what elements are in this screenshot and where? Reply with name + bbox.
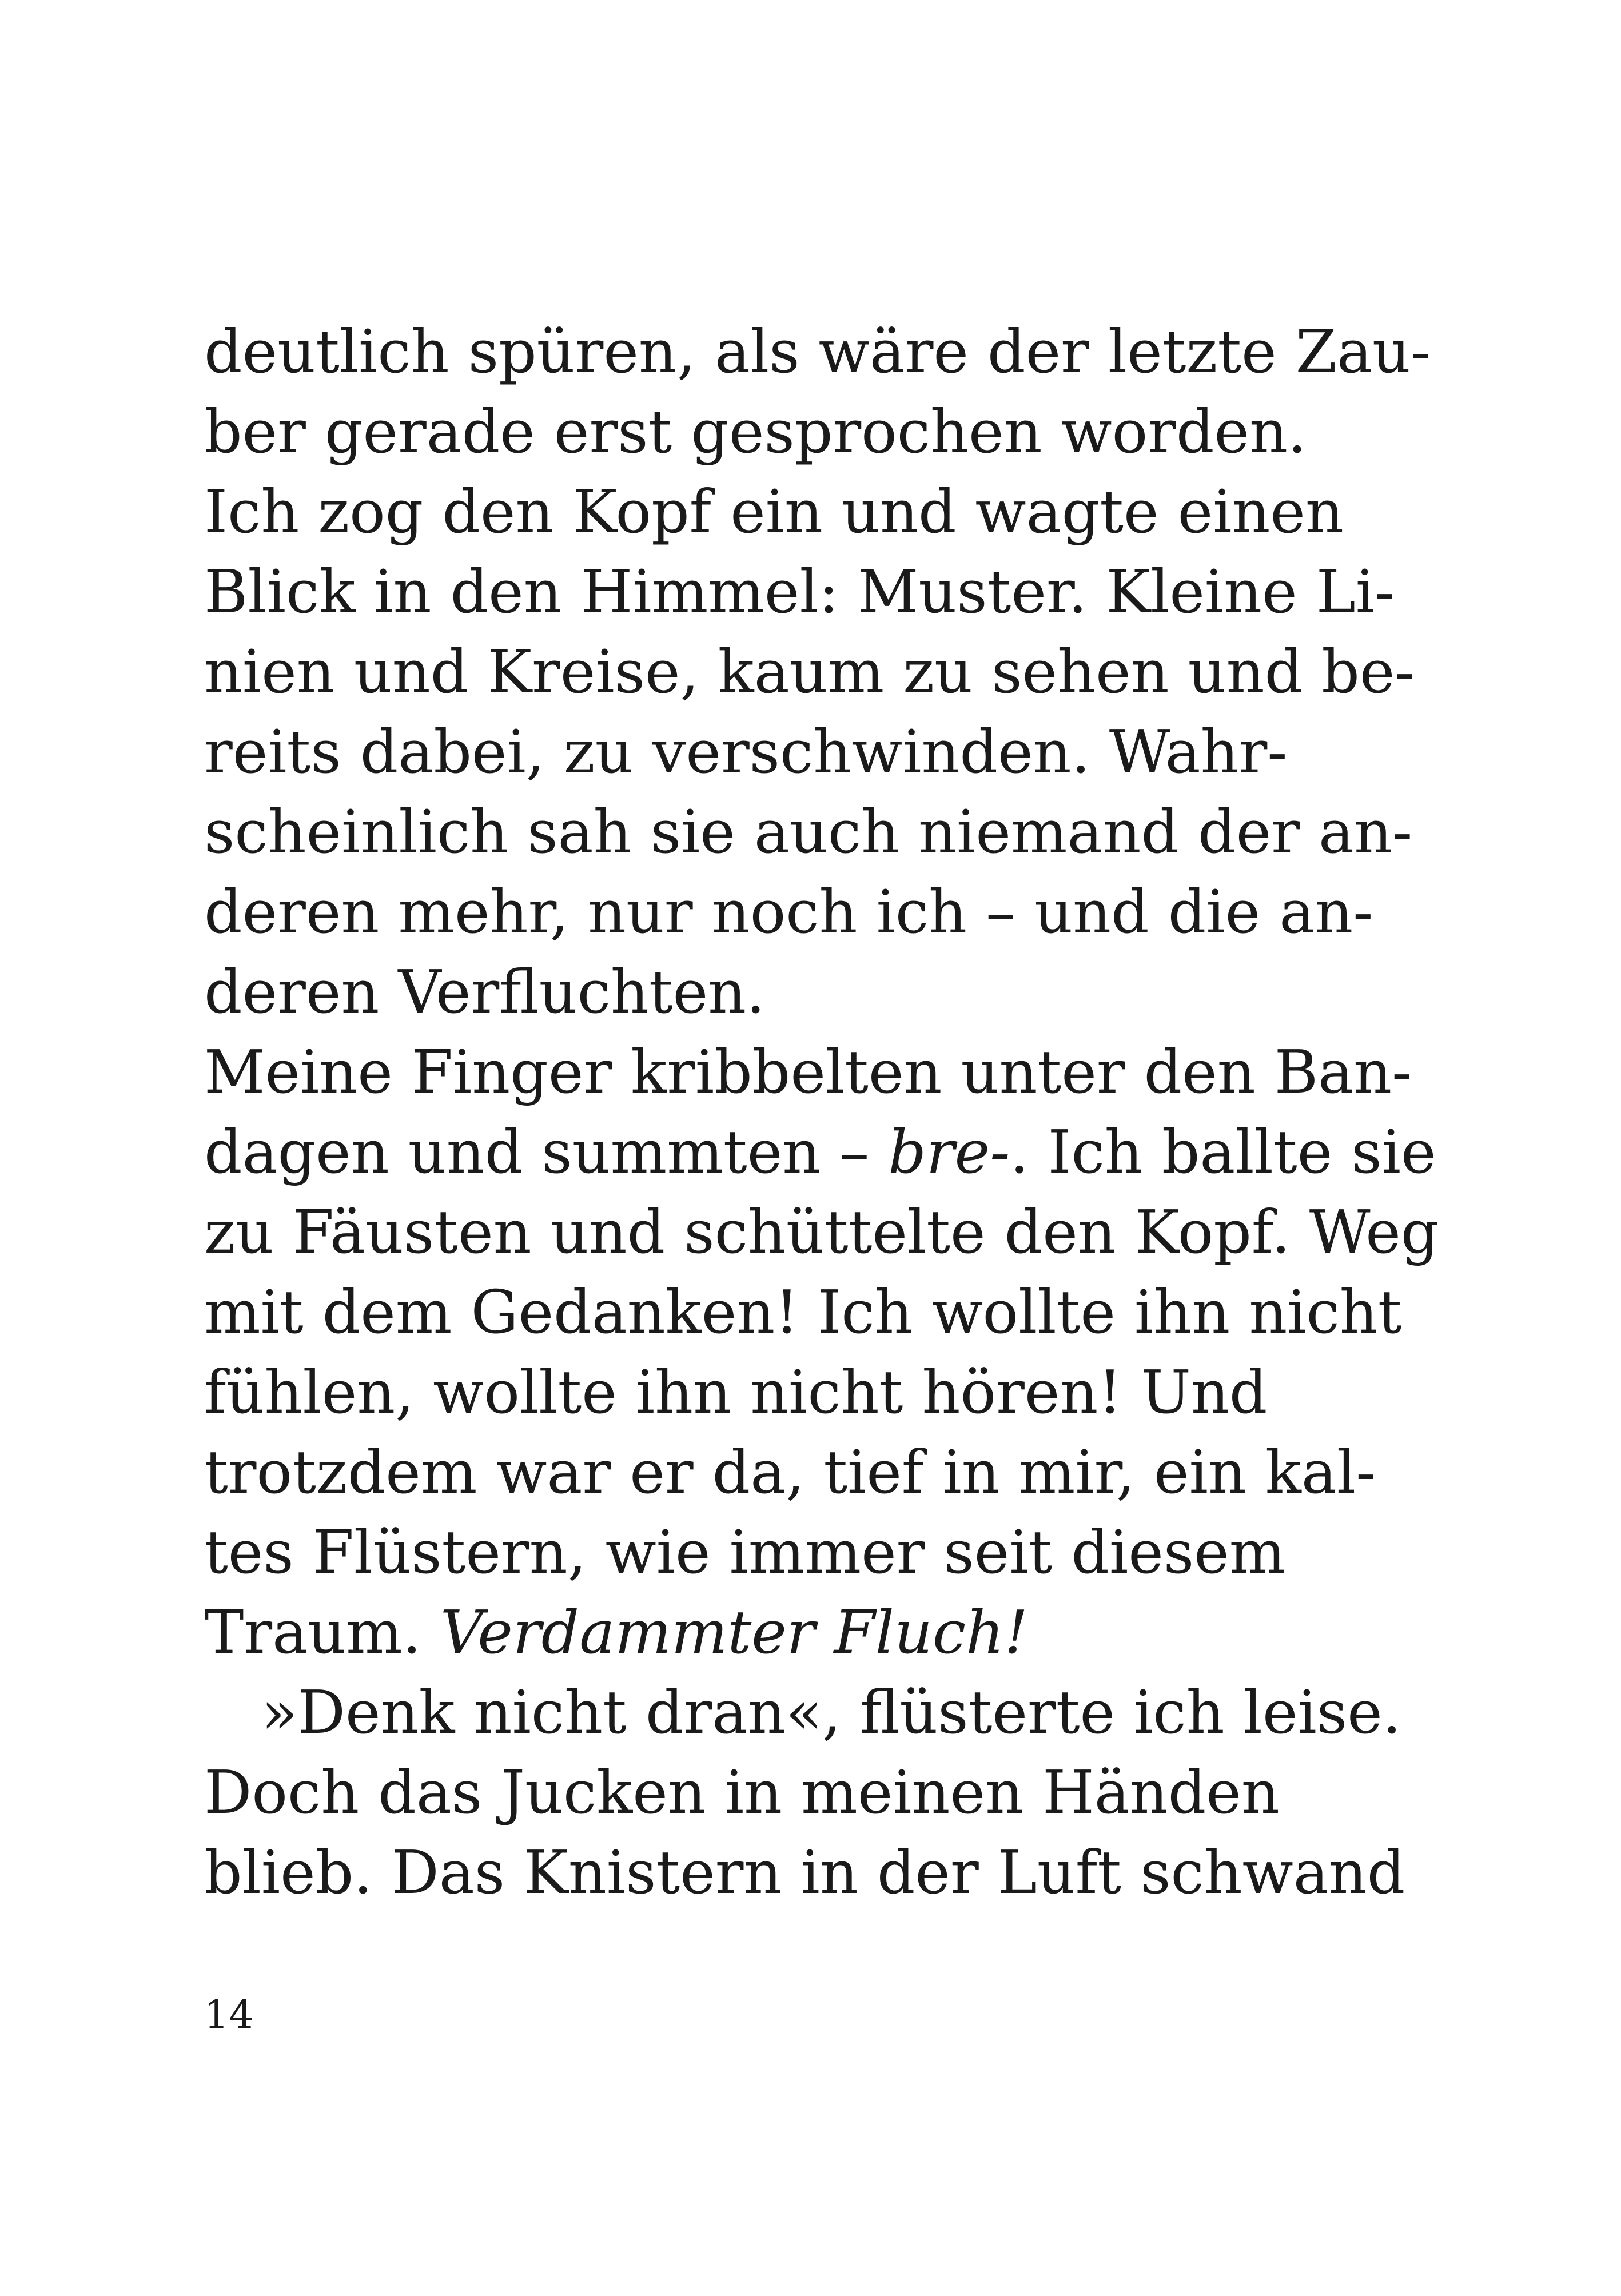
text-line: scheinlich sah sie auch niemand der an- [204, 797, 1413, 867]
text-line: mit dem Gedanken! Ich wollte ihn nicht [204, 1277, 1402, 1347]
text-line: deren Verfluchten. [204, 957, 766, 1027]
text-line [204, 1112, 1439, 1192]
italic-text: Verdammter Fluch! [440, 1597, 1028, 1667]
text-run: dagen und summten – [204, 1117, 889, 1187]
text-line: trotzdem war er da, tief in mir, ein kal- [204, 1437, 1376, 1507]
text-line: ber gerade erst gesprochen worden. [204, 397, 1307, 467]
text-line: Ich zog den Kopf ein und wagte einen [204, 477, 1344, 547]
text-line: »Denk nicht dran«, flüsterte ich leise. [261, 1677, 1401, 1747]
text-line: Blick in den Himmel: Muster. Kleine Li- [204, 557, 1395, 627]
text-line: reits dabei, zu verschwinden. Wahr- [204, 717, 1288, 787]
body-text [204, 312, 1439, 1912]
text-line: nien und Kreise, kaum zu sehen und be- [204, 637, 1415, 707]
italic-text: bre- [888, 1117, 1010, 1187]
text-line: blieb. Das Knistern in der Luft schwand [204, 1837, 1405, 1907]
text-line: tes Flüstern, wie immer seit diesem [204, 1517, 1286, 1587]
text-line: deren mehr, nur noch ich – und die an- [204, 877, 1373, 947]
text-line: Doch das Jucken in meinen Händen [204, 1757, 1280, 1827]
text-run: . Ich ballte sie [1010, 1117, 1436, 1187]
text-line: deutlich spüren, als wäre der letzte Zau- [204, 317, 1431, 386]
text-line: zu Fäusten und schüttelte den Kopf. Weg [204, 1197, 1439, 1267]
page-number: 14 [204, 1992, 254, 2038]
text-line: Meine Finger kribbelten unter den Ban- [204, 1037, 1412, 1107]
text-line: fühlen, wollte ihn nicht hören! Und [204, 1357, 1268, 1427]
text-line [204, 1592, 1439, 1672]
text-run: Traum. [204, 1597, 440, 1667]
